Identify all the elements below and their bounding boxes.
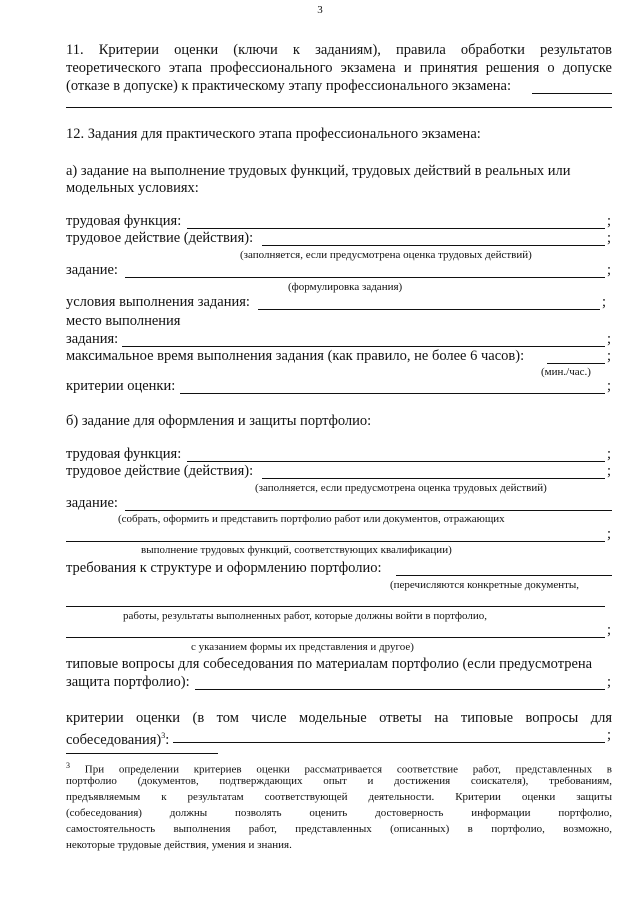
note-task: (формулировка задания) xyxy=(288,281,403,293)
blank-line xyxy=(66,541,605,542)
labor-function-label: трудовая функция: xyxy=(66,213,182,229)
b-note-labor-action: (заполняется, если предусмотрена оценка трудовых действий) xyxy=(255,482,547,494)
max-time-label: максимальное время выполнения задания (как правило, не более 6 часов): xyxy=(66,348,525,364)
s12-a-line-1: а) задание на выполнение трудовых функций, трудовых действий в реальных или xyxy=(66,163,571,179)
criteria-label: критерии оценки: xyxy=(66,378,176,394)
footnote-ref[interactable]: 3 xyxy=(161,731,166,740)
questions-line-2: защита портфолио): xyxy=(66,674,190,690)
footnote-line-4: (собеседования) должны позволять оценить достоверность информации портфолио, xyxy=(66,807,612,819)
footnote-line-6: некоторые трудовые действия, умения и знания. xyxy=(66,839,292,851)
blank-line xyxy=(66,637,605,638)
requirements-note-2: работы, результаты выполненных работ, которые должны войти в портфолио, xyxy=(123,610,488,622)
blank-line xyxy=(173,742,605,743)
s11-line-1: 11. Критерии оценки (ключи к заданиям), правила обработки результатов xyxy=(66,42,612,58)
conditions-label: условия выполнения задания: xyxy=(66,294,250,310)
b-task-label: задание: xyxy=(66,495,118,511)
blank-line xyxy=(547,363,605,364)
b-task-note-2: выполнение трудовых функций, соответствующих квалификации) xyxy=(141,544,452,556)
semicolon: ; xyxy=(607,727,612,743)
blank-line xyxy=(125,510,612,511)
semicolon: ; xyxy=(602,294,607,310)
place-label-1: место выполнения xyxy=(66,313,181,329)
s11-line-3: (отказе в допуске) к практическому этапу профессионального экзамена: xyxy=(66,78,511,94)
s12-title: 12. Задания для практического этапа профессионального экзамена: xyxy=(66,126,481,142)
blank-line xyxy=(262,245,605,246)
semicolon: ; xyxy=(607,213,612,229)
footnote-separator xyxy=(66,753,218,754)
blank-line xyxy=(262,478,605,479)
blank-line xyxy=(532,93,612,94)
blank-line xyxy=(125,277,605,278)
b-labor-action-label: трудовое действие (действия): xyxy=(66,463,254,479)
footnote-line-3: предъявляемым к результатам соответствующей деятельности. Критерии оценки защиты xyxy=(66,791,612,803)
note-labor-action: (заполняется, если предусмотрена оценка трудовых действий) xyxy=(240,249,532,261)
semicolon: ; xyxy=(607,463,612,479)
requirements-note-1: (перечисляются конкретные документы, xyxy=(390,579,580,591)
requirements-label: требования к структуре и оформлению портфолио: xyxy=(66,560,382,576)
blank-line xyxy=(66,107,612,108)
blank-line xyxy=(66,606,605,607)
page-number: 3 xyxy=(317,4,323,16)
labor-action-label: трудовое действие (действия): xyxy=(66,230,254,246)
criteria-portfolio-line-1: критерии оценки (в том числе модельные ответы на типовые вопросы для xyxy=(66,710,612,726)
criteria-portfolio-line-2: собеседования)$^3$: xyxy=(66,731,170,748)
blank-line xyxy=(180,393,605,394)
b-task-note-1: (собрать, оформить и представить портфолио работ или документов, отражающих xyxy=(118,513,505,525)
blank-line xyxy=(122,346,605,347)
b-labor-function-label: трудовая функция: xyxy=(66,446,182,462)
semicolon: ; xyxy=(607,230,612,246)
semicolon: ; xyxy=(607,262,612,278)
footnote-line-2: портфолио (документов, подтверждающих опыт и достижения соискателя), требованиям, xyxy=(66,775,612,787)
semicolon: ; xyxy=(607,446,612,462)
blank-line xyxy=(396,575,612,576)
semicolon: ; xyxy=(607,674,612,690)
semicolon: ; xyxy=(607,331,612,347)
semicolon: ; xyxy=(607,622,612,638)
place-label-2: задания: xyxy=(66,331,119,347)
semicolon: ; xyxy=(607,378,612,394)
requirements-note-3: с указанием формы их представления и другое) xyxy=(191,641,414,653)
semicolon: ; xyxy=(607,348,612,364)
task-label: задание: xyxy=(66,262,118,278)
s11-line-2: теоретического этапа профессионального экзамена и принятия решения о допуске xyxy=(66,60,612,76)
footnote-line-1: $^3$ При определении критериев оценки рассматривается соответствие работ, представленных в xyxy=(66,761,613,776)
footnote-line-5: самостоятельность выполнения работ, представленных (описанных) в портфолио, возможно, xyxy=(66,823,612,835)
blank-line xyxy=(187,461,605,462)
s12-a-line-2: модельных условиях: xyxy=(66,180,199,196)
semicolon: ; xyxy=(607,526,612,542)
blank-line xyxy=(187,228,605,229)
blank-line xyxy=(195,689,605,690)
unit-note: (мин./час.) xyxy=(541,366,591,378)
s12-b-title: б) задание для оформления и защиты портфолио: xyxy=(66,413,372,429)
blank-line xyxy=(258,309,600,310)
questions-line-1: типовые вопросы для собеседования по материалам портфолио (если предусмотрена xyxy=(66,656,593,672)
